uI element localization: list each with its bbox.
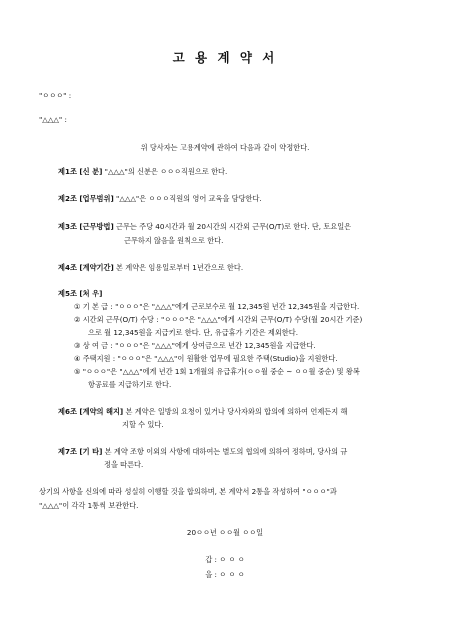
intro-text: 위 당사자는 고용계약에 관하여 다음과 같이 약정한다. bbox=[140, 143, 310, 152]
article-3-text: 근무는 주당 40시간과 월 20시간의 시간외 근무(O/T)로 한다. 단, 토요일은 bbox=[113, 222, 352, 231]
article-2 bbox=[58, 195, 262, 204]
article-5-item-1: ① 기 본 급 : "ㅇㅇㅇ"은 "△△△"에게 근로보수로 월 12,345원 년간 12,345원을 지급한다. bbox=[74, 302, 360, 311]
article-2-text: "△△△"은 ㅇㅇㅇ직원의 영어 교육을 담당한다. bbox=[113, 194, 262, 203]
document-title: 고 용 계 약 서 bbox=[172, 50, 278, 65]
article-5-item-5: ⑤ "ㅇㅇㅇ"은 "△△△"에게 년간 1회 1개월의 유급휴가(ㅇㅇ월 중순 ~ ㅇㅇ월 중순) 및 왕복 bbox=[74, 367, 360, 376]
article-7-continuation: 정을 따른다. bbox=[104, 460, 144, 469]
party-b-label: "△△△" : bbox=[39, 115, 67, 124]
signature-party-b: 을 : ㅇ ㅇ ㅇ bbox=[205, 570, 245, 579]
article-3-continuation: 근무하지 않음을 원칙으로 한다. bbox=[124, 236, 224, 245]
article-7-label: 제7조 [기 타] bbox=[58, 447, 103, 456]
article-5-label: 제5조 [처 우] bbox=[58, 289, 103, 298]
party-a-label: "ㅇㅇㅇ" : bbox=[39, 91, 72, 100]
article-4 bbox=[58, 264, 243, 273]
article-5-item-5-continuation: 항공료를 지급하기로 한다. bbox=[88, 380, 172, 389]
article-4-label: 제4조 [계약기간] bbox=[58, 263, 114, 272]
signature-party-a: 갑 : ㅇ ㅇ ㅇ bbox=[205, 555, 245, 564]
article-4-text: 본 계약은 임용일로부터 1년간으로 한다. bbox=[113, 263, 244, 272]
closing-line-2: "△△△"이 각각 1통씩 보관한다. bbox=[39, 501, 139, 510]
article-3 bbox=[58, 223, 351, 232]
closing-line-1: 상기의 사항을 신의에 따라 성실히 이행할 것을 합의하며, 본 계약서 2통을 작성하여 "ㅇㅇㅇ"과 bbox=[39, 487, 337, 496]
article-3-label: 제3조 [근무방법] bbox=[58, 222, 114, 231]
article-7-text: 본 계약 조항 이외의 사항에 대하여는 별도의 협의에 의하여 정하며, 당사의 규 bbox=[102, 447, 348, 456]
article-1 bbox=[58, 168, 227, 177]
article-2-label: 제2조 [업무범위] bbox=[58, 194, 114, 203]
article-1-label: 제1조 [신 분] bbox=[58, 167, 103, 176]
article-7 bbox=[58, 448, 347, 457]
article-5-item-4: ④ 주택지원 : "ㅇㅇㅇ"은 "△△△"이 원활한 업무에 필요한 주택(Studio)을 지원한다. bbox=[74, 354, 338, 363]
contract-date: 20ㅇㅇ년 ㅇㅇ월 ㅇㅇ일 bbox=[186, 528, 264, 537]
article-1-text: "△△△"의 신분은 ㅇㅇㅇ직원으로 한다. bbox=[102, 167, 228, 176]
article-5-item-2-continuation: 으로 월 12,345원을 지급키로 한다. 단, 유급휴가 기간은 제외한다. bbox=[88, 328, 298, 337]
article-6-text: 본 계약은 일방의 요청이 있거나 당사자와의 합의에 의하여 언제든지 해 bbox=[123, 407, 348, 416]
article-5-item-3: ③ 상 여 금 : "ㅇㅇㅇ"은 "△△△"에게 상여금으로 년간 12,345원을 지급한다. bbox=[74, 341, 316, 350]
article-6-label: 제6조 [계약의 해지] bbox=[58, 407, 124, 416]
article-6-continuation: 지할 수 있다. bbox=[122, 420, 164, 429]
article-6 bbox=[58, 408, 347, 417]
article-5-item-2: ② 시간외 근무(O/T) 수당 : "ㅇㅇㅇ"은 "△△△"에게 시간외 근무(O/T) 수당(월 20시간 기준) bbox=[74, 315, 363, 324]
